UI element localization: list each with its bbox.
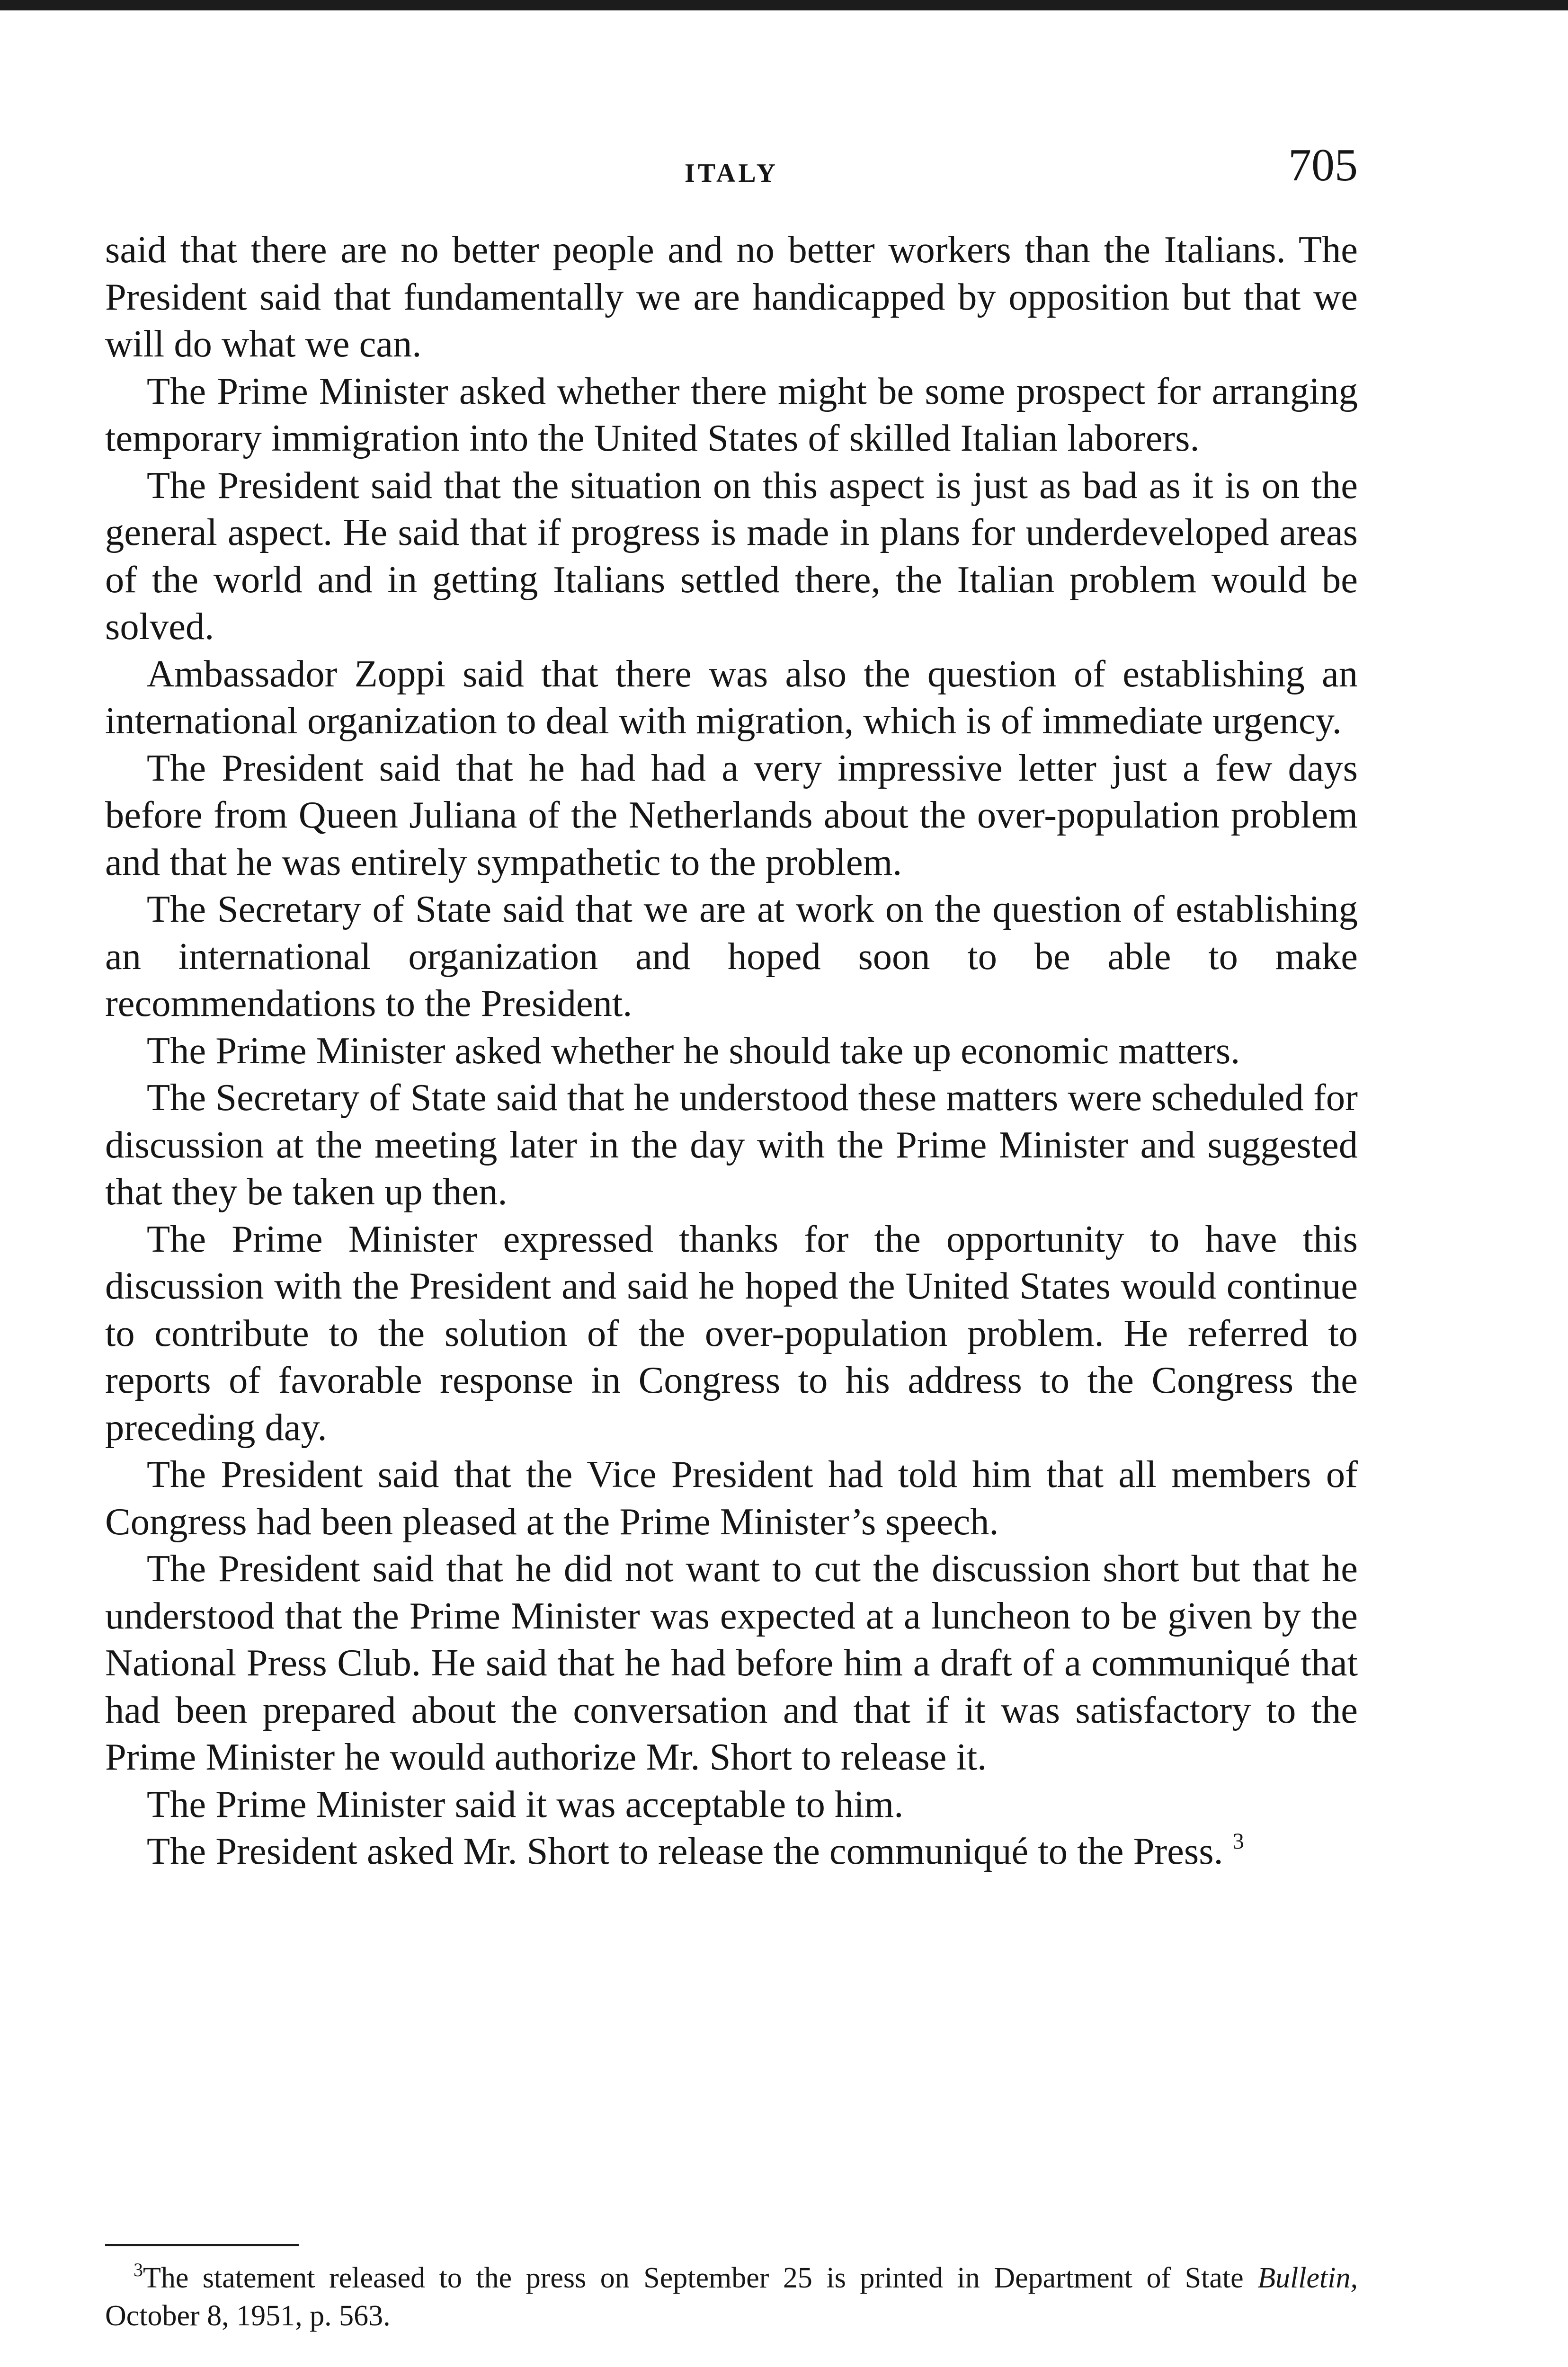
footnote-reference[interactable]: 3: [1232, 1829, 1244, 1854]
page-header: [105, 142, 1358, 204]
page-number: 705: [1288, 140, 1358, 191]
paragraph: Ambassador Zoppi said that there was also the question of establishing an international organization to deal with migration, which is of immediate urgency.: [105, 652, 1358, 742]
paragraph: The Prime Minister expressed thanks for the opportunity to have this discussion with the President and said he hoped the United States would continue to contribute to the solution of the over-population problem. He referred to reports of favorable response in Congress to his address to the Congress the preceding day.: [105, 1218, 1358, 1449]
body-text: [105, 226, 1358, 1875]
footnote: $^3$The statement released to the press on September 25 is printed in Department of State Bulletin, October 8, 1951, p. 563.: [105, 2259, 1358, 2332]
paragraph: The President said that the situation on this aspect is just as bad as it is on the general aspect. He said that if progress is made in plans for underdeveloped areas of the world and in getting Italians settled there, the Italian problem would be solved.: [105, 464, 1358, 648]
paragraph: said that there are no better people and no better workers than the Italians. The President said that fundamentally we are handicapped by opposition but that we will do what we can.: [105, 229, 1358, 365]
footnote-divider: [105, 2244, 299, 2246]
paragraph: The Prime Minister asked whether he should take up economic matters.: [147, 1029, 1240, 1072]
paragraph: The Secretary of State said that he understood these matters were scheduled for discussion at the meeting later in the day with the Prime Minister and suggested that they be taken up then.: [105, 1077, 1358, 1213]
footnote-number: 3: [134, 2259, 143, 2280]
paragraph: The Prime Minister said it was acceptable to him.: [147, 1783, 904, 1825]
paragraph: The President said that the Vice President had told him that all members of Congress had been pleased at the Prime Minister’s speech.: [105, 1453, 1358, 1543]
paragraph: The President asked Mr. Short to release the communiqué to the Press. $^3$: [147, 1829, 1244, 1872]
paragraph: The Secretary of State said that we are at work on the question of establishing an international organization and hoped soon to be able to make recommendations to the President.: [105, 888, 1358, 1024]
publication-title: Bulletin,: [1257, 2262, 1358, 2294]
running-head: ITALY: [684, 159, 779, 188]
paragraph: The Prime Minister asked whether there might be some prospect for arranging temporary immigration into the United States of skilled Italian laborers.: [105, 370, 1358, 459]
paragraph: The President said that he did not want to cut the discussion short but that he understood that the Prime Minister was expected at a luncheon to be given by the National Press Club. He said that he had before him a draft of a communiqué that had been prepared about the conversation and that if it was satisfactory to the Prime Minister he would authorize Mr. Short to release it.: [105, 1548, 1358, 1778]
page-top-edge: [0, 0, 1568, 10]
paragraph: The President said that he had had a very impressive letter just a few days before from Queen Juliana of the Netherlands about the over-population problem and that he was entirely sympathetic to the problem.: [105, 747, 1358, 883]
